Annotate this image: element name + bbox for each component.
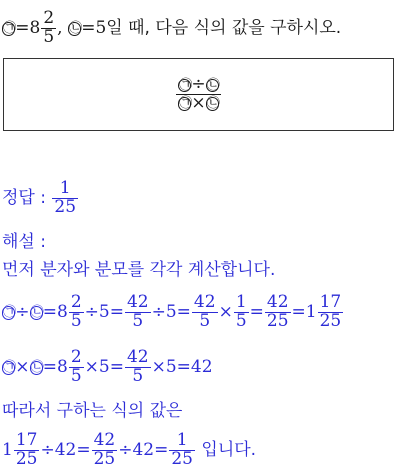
fraction-denominator: 5 — [70, 366, 82, 386]
expression-segment: ÷5= — [151, 302, 191, 322]
fraction — [265, 294, 291, 331]
fraction — [234, 294, 249, 331]
fraction-numerator: 42 — [126, 347, 149, 368]
fraction-numerator: 1 — [176, 430, 188, 451]
fraction-denominator: 25 — [93, 449, 116, 469]
fraction — [125, 349, 151, 386]
expression-denominator — [176, 95, 221, 113]
symbol-a: ㉠ — [179, 77, 193, 93]
symbol-b: ㉡ — [206, 77, 220, 93]
expression-segment: ÷42= — [40, 440, 91, 460]
divide-operator: ÷ — [191, 74, 206, 95]
solution-final-equation — [2, 428, 400, 472]
fraction-denominator: 25 — [319, 311, 342, 331]
a-fraction — [41, 10, 56, 47]
fraction-denominator: 5 — [235, 311, 247, 331]
answer-line — [2, 176, 400, 220]
expression-box — [3, 58, 394, 131]
a-whole: 8 — [57, 357, 68, 377]
equals-sign: = — [291, 302, 306, 322]
solution-equation-denominator — [2, 345, 400, 389]
answer-fraction — [52, 180, 78, 217]
fraction-denominator: 5 — [199, 311, 211, 331]
fraction-numerator: 17 — [319, 292, 342, 313]
problem-text: 일 때, 다음 식의 값을 구하시오. — [106, 18, 342, 38]
fraction-numerator: 42 — [93, 430, 116, 451]
equals-sign: = — [15, 18, 30, 38]
fraction-denominator: 25 — [54, 197, 77, 217]
fraction-numerator: 42 — [126, 292, 149, 313]
fraction-denominator: 5 — [43, 27, 55, 47]
multiply-operator: × — [191, 93, 206, 113]
problem-statement — [2, 6, 400, 50]
symbol-b: ㉡ — [30, 360, 44, 376]
final-fraction — [169, 432, 195, 469]
equals-sign: = — [81, 18, 96, 38]
expression-segment: ÷42= — [118, 440, 169, 460]
symbol-a: ㉠ — [179, 96, 193, 112]
solution-conclusion: 따라서 구하는 식의 값은 — [2, 401, 183, 421]
ending-text: 입니다. — [201, 440, 257, 460]
solution-title: 해설 : — [2, 232, 46, 252]
equals-sign: = — [42, 302, 57, 322]
fraction-numerator: 2 — [70, 292, 82, 313]
symbol-a: ㉠ — [3, 305, 17, 321]
fraction-numerator: 42 — [193, 292, 216, 313]
fraction-denominator: 25 — [15, 449, 38, 469]
expression-segment: ×5= — [84, 357, 124, 377]
fraction-denominator: 5 — [132, 366, 144, 386]
expression-segment: ×5=42 — [151, 357, 213, 377]
fraction-numerator: 17 — [15, 430, 38, 451]
fraction-numerator: 2 — [70, 347, 82, 368]
a-fraction — [69, 294, 84, 331]
fraction-numerator: 1 — [59, 178, 71, 199]
separator: , — [57, 18, 63, 38]
symbol-a: ㉠ — [3, 21, 17, 37]
symbol-b: ㉡ — [68, 21, 83, 37]
symbol-b: ㉡ — [206, 96, 220, 112]
mixed-fraction — [14, 432, 40, 469]
expression-fraction — [176, 76, 221, 113]
solution-equation-numerator — [2, 290, 400, 334]
fraction-numerator: 2 — [43, 8, 55, 29]
expression-segment: ÷5= — [84, 302, 124, 322]
fraction-numerator: 1 — [235, 292, 247, 313]
answer-label: 정답 : — [2, 188, 46, 208]
fraction-numerator: 42 — [266, 292, 289, 313]
b-value: 5 — [95, 18, 107, 38]
fraction — [125, 294, 151, 331]
equals-sign: = — [249, 302, 264, 322]
a-fraction — [69, 349, 84, 386]
multiply-operator: × — [15, 357, 30, 377]
fraction — [192, 294, 218, 331]
a-whole: 8 — [29, 18, 41, 38]
symbol-b: ㉡ — [30, 305, 44, 321]
mixed-whole: 1 — [2, 440, 13, 460]
divide-operator: ÷ — [15, 302, 30, 322]
fraction-denominator: 5 — [132, 311, 144, 331]
result-whole: 1 — [305, 302, 317, 322]
symbol-a: ㉠ — [3, 360, 17, 376]
a-whole: 8 — [57, 302, 68, 322]
fraction — [92, 432, 118, 469]
fraction-denominator: 5 — [70, 311, 82, 331]
result-fraction — [318, 294, 344, 331]
fraction-denominator: 25 — [266, 311, 289, 331]
solution-intro: 먼저 분자와 분모를 각각 계산합니다. — [2, 260, 276, 280]
fraction-denominator: 25 — [171, 449, 193, 469]
equals-sign: = — [42, 357, 57, 377]
expression-numerator — [176, 76, 221, 94]
multiply-operator: × — [218, 302, 233, 322]
